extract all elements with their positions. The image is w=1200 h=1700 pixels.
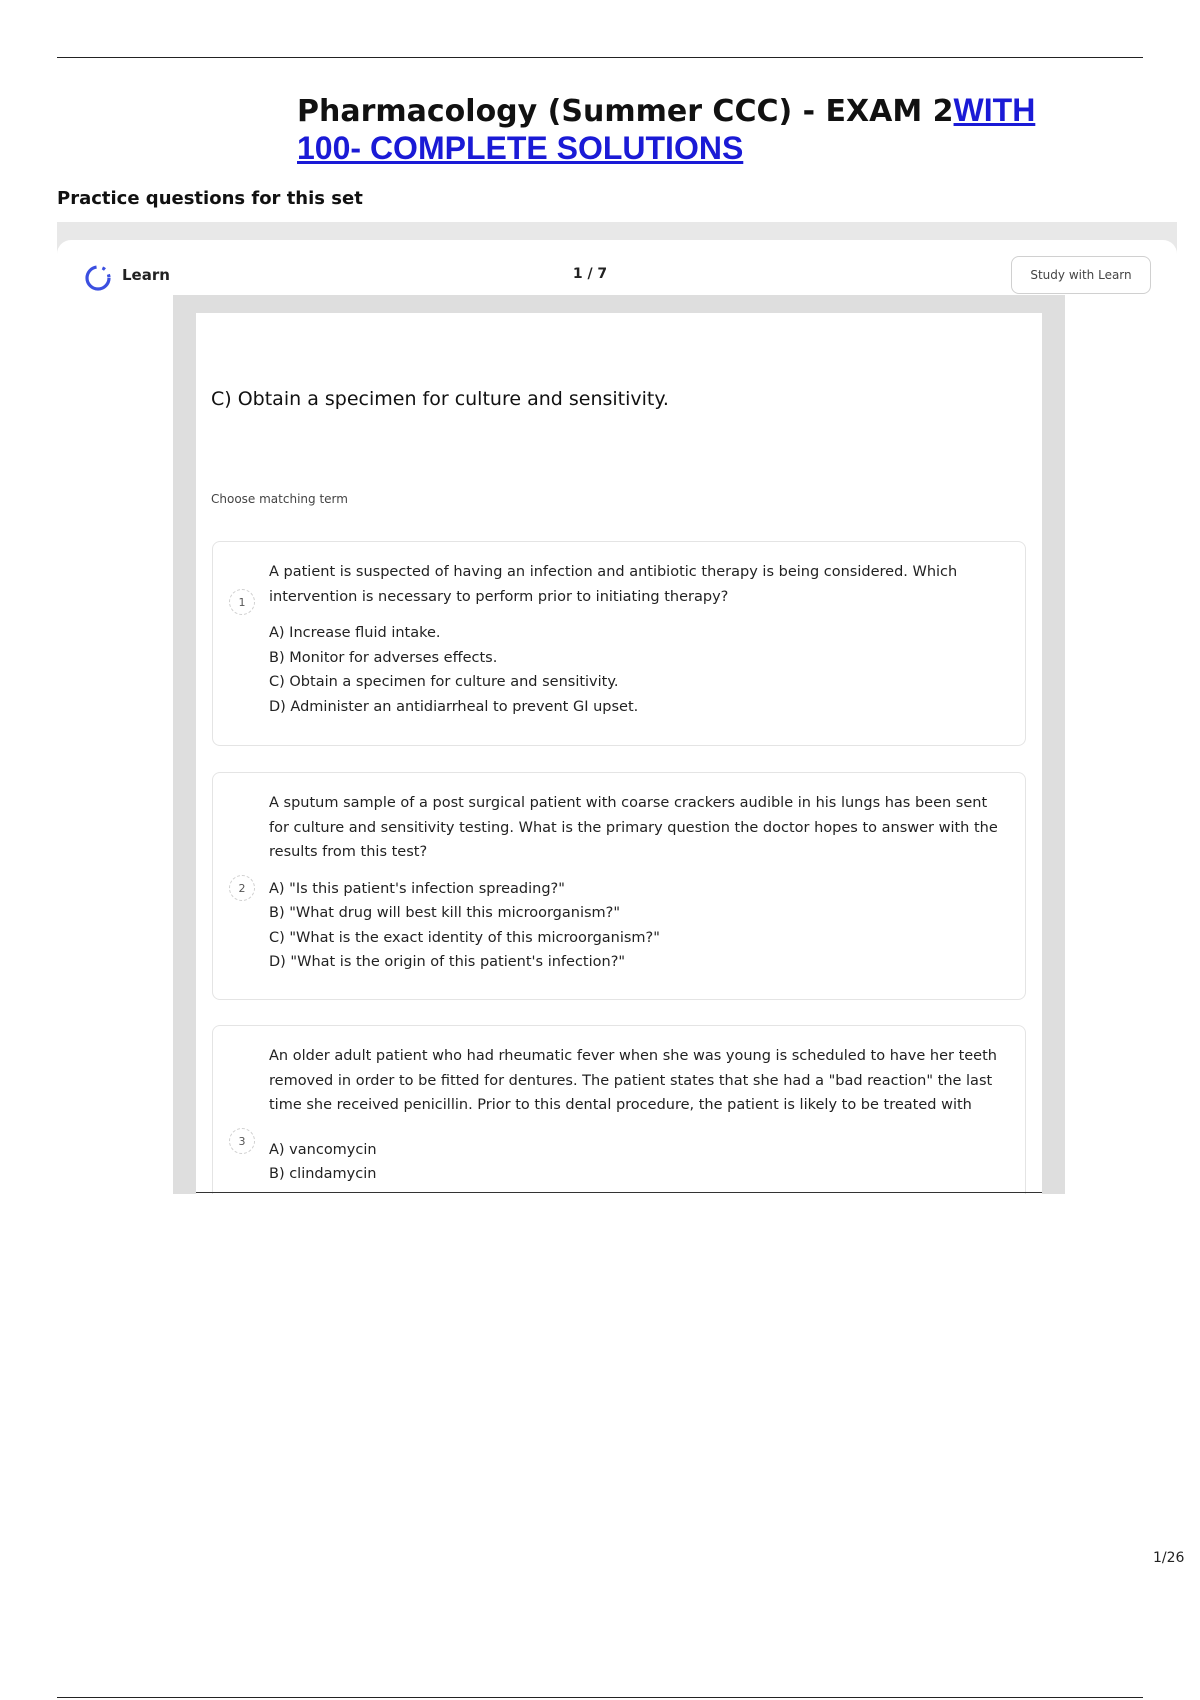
answer-line: A) vancomycin (269, 1141, 377, 1158)
answer-line: D) Administer an antidiarrheal to prevent GI upset. (269, 698, 639, 715)
answer-line: A) "Is this patient's infection spreading?" (269, 880, 565, 897)
study-with-learn-button[interactable]: Study with Learn (1011, 256, 1151, 294)
choose-instruction: Choose matching term (211, 492, 348, 506)
option-answers (269, 1138, 1004, 1187)
page-number: 1/26 (1153, 1550, 1185, 1566)
answer-line: B) Monitor for adverses effects. (269, 649, 498, 666)
bottom-rule (57, 1697, 1143, 1698)
option-question: A patient is suspected of having an infection and antibiotic therapy is being considered. Which intervention is necessary to perform prior to initiating therapy? (269, 564, 958, 605)
option-question: An older adult patient who had rheumatic fever when she was young is scheduled to have her teeth removed in order to be fitted for dentures. The patient states that she had a "bad reaction" the last time she received penicillin. Prior to this dental procedure, the patient is likely to be treated with (269, 1048, 997, 1113)
answer-line: D) "What is the origin of this patient's infection?" (269, 954, 626, 970)
title-link[interactable]: WITH 100- COMPLETE SOLUTIONS (297, 92, 1036, 166)
answer-line: A) Increase fluid intake. (269, 625, 441, 641)
card-bottom-edge (196, 1192, 1042, 1193)
option-number-badge: 1 (229, 589, 255, 615)
learn-label: Learn (122, 266, 170, 284)
answer-option-1[interactable] (212, 541, 1026, 746)
option-number-badge: 3 (229, 1128, 255, 1154)
option-question: A sputum sample of a post surgical patient with coarse crackers audible in his lungs has been sent for culture and sensitivity testing. What is the primary question the doctor hopes to answer with the results from this test? (269, 795, 998, 860)
learn-logo-icon (82, 262, 114, 294)
answer-line: C) Obtain a specimen for culture and sensitivity. (269, 674, 619, 690)
option-answers (269, 877, 1004, 975)
section-subtitle: Practice questions for this set (57, 188, 363, 209)
answer-line: B) "What drug will best kill this microorganism?" (269, 905, 621, 921)
card-counter: 1 / 7 (572, 266, 608, 282)
card-prompt: C) Obtain a specimen for culture and sensitivity. (211, 388, 669, 410)
answer-line: B) clindamycin (269, 1166, 377, 1182)
answer-option-2[interactable] (212, 772, 1026, 1000)
answer-option-3[interactable] (212, 1025, 1026, 1194)
option-answers (269, 621, 1004, 719)
title-text: Pharmacology (Summer CCC) - EXAM 2 (297, 94, 954, 129)
option-number-badge: 2 (229, 875, 255, 901)
answer-line: C) "What is the exact identity of this microorganism?" (269, 929, 660, 946)
